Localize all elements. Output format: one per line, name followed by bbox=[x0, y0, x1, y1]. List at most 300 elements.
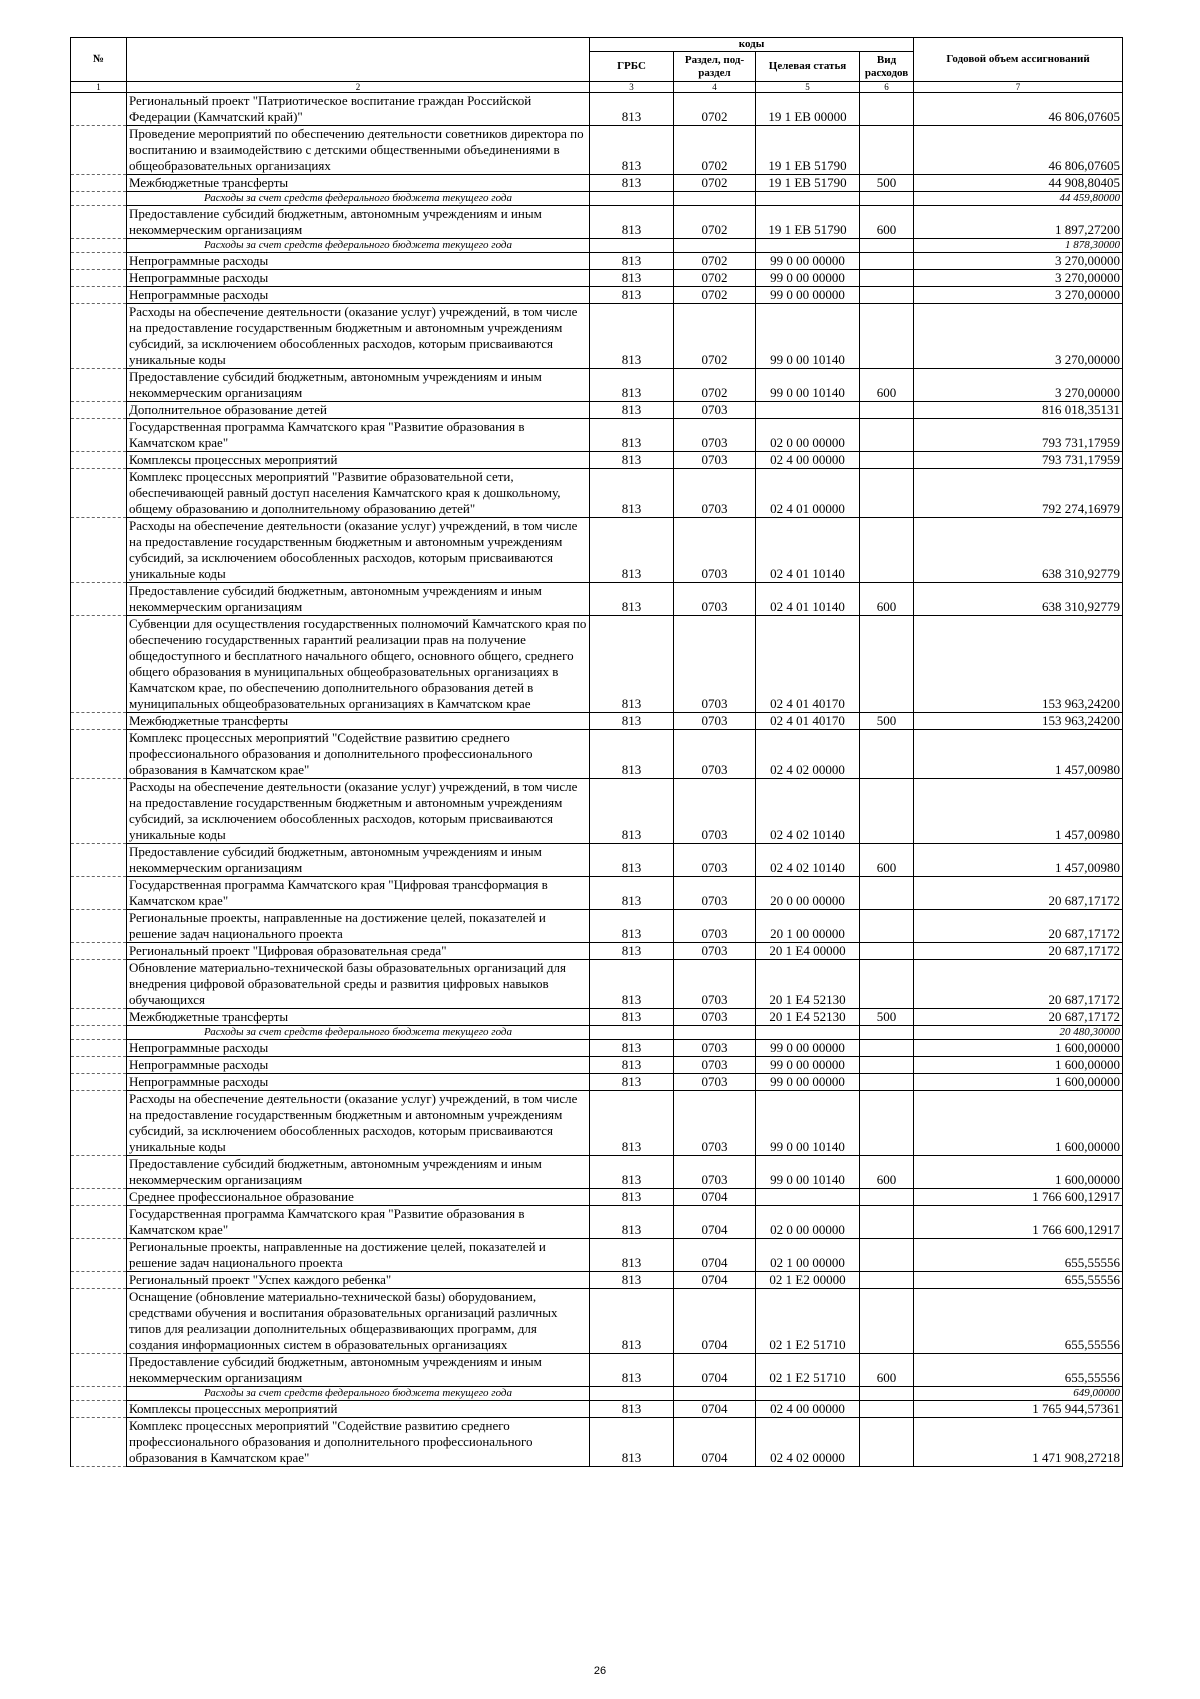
row-target-cell: 19 1 EB 51790 bbox=[756, 175, 860, 192]
row-section-cell bbox=[674, 1387, 756, 1401]
table-row bbox=[71, 1009, 1123, 1026]
row-target-cell: 02 4 02 10140 bbox=[756, 779, 860, 844]
row-amount-cell: 816 018,35131 bbox=[914, 402, 1123, 419]
row-target-cell: 02 4 02 10140 bbox=[756, 844, 860, 877]
row-grbs-cell: 813 bbox=[590, 583, 674, 616]
table-row bbox=[71, 1074, 1123, 1091]
row-grbs-cell: 813 bbox=[590, 730, 674, 779]
row-grbs-cell: 813 bbox=[590, 1009, 674, 1026]
header-index: 4 bbox=[674, 82, 756, 93]
header-num: № bbox=[71, 38, 127, 82]
row-kind-cell bbox=[860, 419, 914, 452]
row-kind-cell bbox=[860, 1074, 914, 1091]
row-number-cell bbox=[71, 93, 127, 126]
row-number-cell bbox=[71, 730, 127, 779]
row-grbs-cell: 813 bbox=[590, 1418, 674, 1467]
row-kind-cell bbox=[860, 287, 914, 304]
row-grbs-cell: 813 bbox=[590, 1354, 674, 1387]
row-number-cell bbox=[71, 419, 127, 452]
row-section-cell: 0704 bbox=[674, 1401, 756, 1418]
table-row bbox=[71, 779, 1123, 844]
row-name-cell: Непрограммные расходы bbox=[127, 270, 590, 287]
row-amount-cell: 20 687,17172 bbox=[914, 943, 1123, 960]
row-number-cell bbox=[71, 1239, 127, 1272]
table-row bbox=[71, 304, 1123, 369]
row-grbs-cell: 813 bbox=[590, 943, 674, 960]
row-amount-cell: 1 457,00980 bbox=[914, 730, 1123, 779]
row-number-cell bbox=[71, 304, 127, 369]
row-kind-cell bbox=[860, 126, 914, 175]
table-row bbox=[71, 402, 1123, 419]
row-kind-cell bbox=[860, 304, 914, 369]
federal-note-row bbox=[71, 1387, 1123, 1401]
row-target-cell: 02 1 00 00000 bbox=[756, 1239, 860, 1272]
row-grbs-cell: 813 bbox=[590, 713, 674, 730]
row-amount-cell: 3 270,00000 bbox=[914, 304, 1123, 369]
row-grbs-cell: 813 bbox=[590, 1040, 674, 1057]
row-kind-cell: 600 bbox=[860, 369, 914, 402]
federal-note-row bbox=[71, 192, 1123, 206]
row-name-cell: Расходы на обеспечение деятельности (оказание услуг) учреждений, в том числе на предоставление государственным бюджетным и автономным учреждениям субсидий, за исключением обособленных расходов, которым присваиваются уникальные коды bbox=[127, 518, 590, 583]
row-number-cell bbox=[71, 844, 127, 877]
row-number-cell bbox=[71, 287, 127, 304]
row-kind-cell: 600 bbox=[860, 1156, 914, 1189]
row-grbs-cell: 813 bbox=[590, 1206, 674, 1239]
table-row bbox=[71, 369, 1123, 402]
row-grbs-cell: 813 bbox=[590, 206, 674, 239]
row-kind-cell bbox=[860, 1057, 914, 1074]
row-section-cell: 0703 bbox=[674, 877, 756, 910]
row-target-cell: 99 0 00 00000 bbox=[756, 270, 860, 287]
row-name-cell: Государственная программа Камчатского края "Цифровая трансформация в Камчатском крае" bbox=[127, 877, 590, 910]
row-kind-cell bbox=[860, 270, 914, 287]
row-grbs-cell: 813 bbox=[590, 270, 674, 287]
row-grbs-cell: 813 bbox=[590, 452, 674, 469]
row-name-cell: Региональный проект "Патриотическое воспитание граждан Российской Федерации (Камчатский край)" bbox=[127, 93, 590, 126]
row-amount-cell: 638 310,92779 bbox=[914, 583, 1123, 616]
header-codes: коды bbox=[590, 38, 914, 52]
row-number-cell bbox=[71, 1074, 127, 1091]
row-grbs-cell: 813 bbox=[590, 369, 674, 402]
row-section-cell: 0703 bbox=[674, 713, 756, 730]
row-grbs-cell: 813 bbox=[590, 877, 674, 910]
row-kind-cell bbox=[860, 960, 914, 1009]
row-kind-cell bbox=[860, 779, 914, 844]
row-kind-cell bbox=[860, 452, 914, 469]
table-row bbox=[71, 943, 1123, 960]
row-target-cell: 99 0 00 10140 bbox=[756, 1091, 860, 1156]
row-number-cell bbox=[71, 1289, 127, 1354]
row-kind-cell: 600 bbox=[860, 206, 914, 239]
row-amount-cell: 20 687,17172 bbox=[914, 910, 1123, 943]
row-grbs-cell: 813 bbox=[590, 518, 674, 583]
table-row bbox=[71, 270, 1123, 287]
row-section-cell: 0703 bbox=[674, 943, 756, 960]
row-grbs-cell: 813 bbox=[590, 1189, 674, 1206]
row-number-cell bbox=[71, 616, 127, 713]
row-grbs-cell: 813 bbox=[590, 844, 674, 877]
row-target-cell: 02 0 00 00000 bbox=[756, 1206, 860, 1239]
row-target-cell: 02 1 E2 51710 bbox=[756, 1289, 860, 1354]
row-grbs-cell: 813 bbox=[590, 1057, 674, 1074]
row-name-cell: Государственная программа Камчатского края "Развитие образования в Камчатском крае" bbox=[127, 1206, 590, 1239]
row-section-cell: 0704 bbox=[674, 1189, 756, 1206]
row-section-cell: 0703 bbox=[674, 910, 756, 943]
row-grbs-cell: 813 bbox=[590, 287, 674, 304]
row-kind-cell: 500 bbox=[860, 713, 914, 730]
row-target-cell: 02 4 02 00000 bbox=[756, 730, 860, 779]
row-kind-cell bbox=[860, 1239, 914, 1272]
row-name-cell: Предоставление субсидий бюджетным, автономным учреждениям и иным некоммерческим организациям bbox=[127, 369, 590, 402]
header-grbs: ГРБС bbox=[590, 52, 674, 82]
row-kind-cell: 500 bbox=[860, 175, 914, 192]
row-amount-cell: 1 600,00000 bbox=[914, 1040, 1123, 1057]
row-number-cell bbox=[71, 175, 127, 192]
row-target-cell: 99 0 00 00000 bbox=[756, 1074, 860, 1091]
row-target-cell bbox=[756, 192, 860, 206]
row-section-cell: 0703 bbox=[674, 779, 756, 844]
row-target-cell: 02 4 02 00000 bbox=[756, 1418, 860, 1467]
table-row bbox=[71, 287, 1123, 304]
row-section-cell: 0702 bbox=[674, 175, 756, 192]
row-name-cell: Субвенции для осуществления государственных полномочий Камчатского края по обеспечению государственных гарантий реализации прав на получение общедоступного и бесплатного начального общего, основного общего, среднего общего образования в муниципальных общеобразовательных организациях в Камчатском крае, по обеспечению дополнительного образования детей в муниципальных общеобразовательных организациях в Камчатском крае bbox=[127, 616, 590, 713]
row-name-cell: Обновление материально-технической базы образовательных организаций для внедрения цифровой образовательной среды и развития цифровых навыков обучающихся bbox=[127, 960, 590, 1009]
header-index: 5 bbox=[756, 82, 860, 93]
row-number-cell bbox=[71, 369, 127, 402]
row-target-cell: 20 0 00 00000 bbox=[756, 877, 860, 910]
row-target-cell: 19 1 EB 00000 bbox=[756, 93, 860, 126]
row-amount-cell: 1 765 944,57361 bbox=[914, 1401, 1123, 1418]
row-grbs-cell: 813 bbox=[590, 616, 674, 713]
row-target-cell bbox=[756, 1026, 860, 1040]
table-row bbox=[71, 1189, 1123, 1206]
table-row bbox=[71, 1272, 1123, 1289]
row-kind-cell bbox=[860, 1401, 914, 1418]
row-kind-cell bbox=[860, 239, 914, 253]
row-kind-cell bbox=[860, 877, 914, 910]
row-kind-cell bbox=[860, 253, 914, 270]
row-target-cell: 02 4 01 10140 bbox=[756, 518, 860, 583]
row-grbs-cell: 813 bbox=[590, 1289, 674, 1354]
row-name-cell: Региональные проекты, направленные на достижение целей, показателей и решение задач национального проекта bbox=[127, 1239, 590, 1272]
table-row bbox=[71, 844, 1123, 877]
table-row bbox=[71, 1289, 1123, 1354]
row-section-cell: 0702 bbox=[674, 253, 756, 270]
row-name-cell: Дополнительное образование детей bbox=[127, 402, 590, 419]
row-number-cell bbox=[71, 1057, 127, 1074]
row-amount-cell: 1 878,30000 bbox=[914, 239, 1123, 253]
header-section: Раздел, под-раздел bbox=[674, 52, 756, 82]
row-name-cell: Непрограммные расходы bbox=[127, 1074, 590, 1091]
row-target-cell: 02 1 E2 00000 bbox=[756, 1272, 860, 1289]
row-section-cell: 0703 bbox=[674, 616, 756, 713]
row-name-cell: Расходы за счет средств федерального бюджета текущего года bbox=[127, 1387, 590, 1401]
row-amount-cell: 1 471 908,27218 bbox=[914, 1418, 1123, 1467]
row-name-cell: Непрограммные расходы bbox=[127, 253, 590, 270]
row-amount-cell: 46 806,07605 bbox=[914, 93, 1123, 126]
row-number-cell bbox=[71, 1401, 127, 1418]
row-amount-cell: 44 459,80000 bbox=[914, 192, 1123, 206]
row-name-cell: Расходы за счет средств федерального бюджета текущего года bbox=[127, 192, 590, 206]
row-kind-cell bbox=[860, 1026, 914, 1040]
row-name-cell: Оснащение (обновление материально-технической базы) оборудованием, средствами обучения и воспитания образовательных организаций различных типов для реализации дополнительных общеразвивающих программ, для создания информационных систем в образовательных организациях bbox=[127, 1289, 590, 1354]
row-number-cell bbox=[71, 1387, 127, 1401]
table-row bbox=[71, 583, 1123, 616]
row-section-cell: 0703 bbox=[674, 1074, 756, 1091]
table-row bbox=[71, 1354, 1123, 1387]
row-section-cell: 0703 bbox=[674, 1040, 756, 1057]
row-target-cell: 20 1 E4 52130 bbox=[756, 1009, 860, 1026]
row-name-cell: Среднее профессиональное образование bbox=[127, 1189, 590, 1206]
row-amount-cell: 1 600,00000 bbox=[914, 1156, 1123, 1189]
table-row bbox=[71, 1239, 1123, 1272]
row-target-cell: 02 4 00 00000 bbox=[756, 452, 860, 469]
row-kind-cell bbox=[860, 616, 914, 713]
header-index: 6 bbox=[860, 82, 914, 93]
header-index: 7 bbox=[914, 82, 1123, 93]
header-target: Целевая статья bbox=[756, 52, 860, 82]
row-name-cell: Региональные проекты, направленные на достижение целей, показателей и решение задач национального проекта bbox=[127, 910, 590, 943]
federal-note-row bbox=[71, 239, 1123, 253]
row-section-cell: 0703 bbox=[674, 518, 756, 583]
row-target-cell: 99 0 00 10140 bbox=[756, 1156, 860, 1189]
row-number-cell bbox=[71, 583, 127, 616]
row-number-cell bbox=[71, 206, 127, 239]
row-target-cell: 02 0 00 00000 bbox=[756, 419, 860, 452]
row-section-cell: 0704 bbox=[674, 1239, 756, 1272]
row-section-cell bbox=[674, 239, 756, 253]
row-number-cell bbox=[71, 910, 127, 943]
row-grbs-cell: 813 bbox=[590, 1074, 674, 1091]
row-number-cell bbox=[71, 779, 127, 844]
row-target-cell: 19 1 EB 51790 bbox=[756, 206, 860, 239]
row-section-cell: 0703 bbox=[674, 419, 756, 452]
row-kind-cell: 600 bbox=[860, 583, 914, 616]
row-kind-cell bbox=[860, 192, 914, 206]
row-target-cell: 02 4 01 10140 bbox=[756, 583, 860, 616]
table-header bbox=[71, 38, 1123, 93]
row-kind-cell bbox=[860, 1387, 914, 1401]
row-target-cell: 02 4 00 00000 bbox=[756, 1401, 860, 1418]
row-amount-cell: 20 687,17172 bbox=[914, 960, 1123, 1009]
row-grbs-cell: 813 bbox=[590, 469, 674, 518]
row-kind-cell bbox=[860, 93, 914, 126]
row-section-cell: 0704 bbox=[674, 1418, 756, 1467]
page-number: 26 bbox=[593, 1665, 607, 1677]
row-kind-cell bbox=[860, 943, 914, 960]
table-row bbox=[71, 910, 1123, 943]
row-section-cell: 0702 bbox=[674, 206, 756, 239]
row-section-cell: 0703 bbox=[674, 1091, 756, 1156]
row-name-cell: Государственная программа Камчатского края "Развитие образования в Камчатском крае" bbox=[127, 419, 590, 452]
row-section-cell: 0704 bbox=[674, 1354, 756, 1387]
row-section-cell: 0702 bbox=[674, 270, 756, 287]
row-grbs-cell: 813 bbox=[590, 253, 674, 270]
row-grbs-cell: 813 bbox=[590, 126, 674, 175]
table-body bbox=[71, 93, 1123, 1467]
row-number-cell bbox=[71, 1009, 127, 1026]
row-number-cell bbox=[71, 877, 127, 910]
row-kind-cell bbox=[860, 910, 914, 943]
row-name-cell: Комплексы процессных мероприятий bbox=[127, 452, 590, 469]
row-amount-cell: 655,55556 bbox=[914, 1289, 1123, 1354]
row-amount-cell: 655,55556 bbox=[914, 1354, 1123, 1387]
row-name-cell: Предоставление субсидий бюджетным, автономным учреждениям и иным некоммерческим организациям bbox=[127, 583, 590, 616]
row-amount-cell: 3 270,00000 bbox=[914, 369, 1123, 402]
row-grbs-cell: 813 bbox=[590, 304, 674, 369]
row-grbs-cell: 813 bbox=[590, 93, 674, 126]
row-name-cell: Комплекс процессных мероприятий "Содействие развитию среднего профессионального образования и дополнительного профессионального образования в Камчатском крае" bbox=[127, 1418, 590, 1467]
row-amount-cell: 20 687,17172 bbox=[914, 877, 1123, 910]
row-target-cell: 02 4 01 40170 bbox=[756, 616, 860, 713]
row-amount-cell: 793 731,17959 bbox=[914, 419, 1123, 452]
row-name-cell: Региональный проект "Цифровая образовательная среда" bbox=[127, 943, 590, 960]
header-kind: Вид расходов bbox=[860, 52, 914, 82]
row-grbs-cell bbox=[590, 1026, 674, 1040]
row-number-cell bbox=[71, 1040, 127, 1057]
row-amount-cell: 655,55556 bbox=[914, 1239, 1123, 1272]
row-number-cell bbox=[71, 713, 127, 730]
table-row bbox=[71, 175, 1123, 192]
table-row bbox=[71, 206, 1123, 239]
row-section-cell: 0702 bbox=[674, 126, 756, 175]
row-target-cell bbox=[756, 239, 860, 253]
row-section-cell: 0703 bbox=[674, 1156, 756, 1189]
header-index: 2 bbox=[127, 82, 590, 93]
row-amount-cell: 649,00000 bbox=[914, 1387, 1123, 1401]
row-target-cell: 20 1 00 00000 bbox=[756, 910, 860, 943]
row-kind-cell bbox=[860, 1418, 914, 1467]
table-row bbox=[71, 1057, 1123, 1074]
row-section-cell: 0703 bbox=[674, 844, 756, 877]
row-amount-cell: 153 963,24200 bbox=[914, 713, 1123, 730]
row-grbs-cell bbox=[590, 239, 674, 253]
table-row bbox=[71, 452, 1123, 469]
row-grbs-cell: 813 bbox=[590, 419, 674, 452]
row-number-cell bbox=[71, 1206, 127, 1239]
row-name-cell: Комплекс процессных мероприятий "Развитие образовательной сети, обеспечивающей равный доступ населения Камчатского края к дошкольному, общему образованию и дополнительному образованию детей" bbox=[127, 469, 590, 518]
row-section-cell: 0702 bbox=[674, 304, 756, 369]
row-target-cell: 02 4 01 00000 bbox=[756, 469, 860, 518]
row-name-cell: Расходы на обеспечение деятельности (оказание услуг) учреждений, в том числе на предоставление государственным бюджетным и автономным учреждениям субсидий, за исключением обособленных расходов, которым присваиваются уникальные коды bbox=[127, 304, 590, 369]
row-target-cell bbox=[756, 1387, 860, 1401]
row-section-cell: 0703 bbox=[674, 960, 756, 1009]
row-name-cell: Непрограммные расходы bbox=[127, 1040, 590, 1057]
row-amount-cell: 20 687,17172 bbox=[914, 1009, 1123, 1026]
row-section-cell: 0703 bbox=[674, 469, 756, 518]
table-row bbox=[71, 126, 1123, 175]
row-kind-cell: 600 bbox=[860, 1354, 914, 1387]
row-amount-cell: 638 310,92779 bbox=[914, 518, 1123, 583]
row-amount-cell: 1 600,00000 bbox=[914, 1091, 1123, 1156]
row-grbs-cell: 813 bbox=[590, 910, 674, 943]
header-index: 3 bbox=[590, 82, 674, 93]
header-amount: Годовой объем ассигнований bbox=[914, 38, 1123, 82]
row-kind-cell bbox=[860, 1040, 914, 1057]
row-amount-cell: 792 274,16979 bbox=[914, 469, 1123, 518]
row-number-cell bbox=[71, 452, 127, 469]
row-target-cell: 99 0 00 10140 bbox=[756, 304, 860, 369]
header-name bbox=[127, 38, 590, 82]
row-grbs-cell: 813 bbox=[590, 1091, 674, 1156]
row-kind-cell bbox=[860, 1189, 914, 1206]
row-name-cell: Комплексы процессных мероприятий bbox=[127, 1401, 590, 1418]
table-row bbox=[71, 93, 1123, 126]
row-number-cell bbox=[71, 192, 127, 206]
row-name-cell: Расходы за счет средств федерального бюджета текущего года bbox=[127, 1026, 590, 1040]
table-row bbox=[71, 1156, 1123, 1189]
row-section-cell bbox=[674, 192, 756, 206]
table-row bbox=[71, 1040, 1123, 1057]
row-target-cell bbox=[756, 402, 860, 419]
row-target-cell bbox=[756, 1189, 860, 1206]
table-row bbox=[71, 469, 1123, 518]
row-number-cell bbox=[71, 1026, 127, 1040]
row-number-cell bbox=[71, 239, 127, 253]
row-number-cell bbox=[71, 1354, 127, 1387]
row-target-cell: 20 1 E4 52130 bbox=[756, 960, 860, 1009]
row-section-cell: 0703 bbox=[674, 730, 756, 779]
row-name-cell: Межбюджетные трансферты bbox=[127, 175, 590, 192]
row-section-cell: 0703 bbox=[674, 402, 756, 419]
row-kind-cell bbox=[860, 469, 914, 518]
row-number-cell bbox=[71, 253, 127, 270]
row-section-cell: 0703 bbox=[674, 1057, 756, 1074]
row-name-cell: Предоставление субсидий бюджетным, автономным учреждениям и иным некоммерческим организациям bbox=[127, 1354, 590, 1387]
row-name-cell: Расходы за счет средств федерального бюджета текущего года bbox=[127, 239, 590, 253]
table-row bbox=[71, 730, 1123, 779]
row-amount-cell: 655,55556 bbox=[914, 1272, 1123, 1289]
row-target-cell: 02 1 E2 51710 bbox=[756, 1354, 860, 1387]
row-amount-cell: 1 600,00000 bbox=[914, 1074, 1123, 1091]
row-amount-cell: 1 457,00980 bbox=[914, 844, 1123, 877]
row-kind-cell bbox=[860, 402, 914, 419]
row-name-cell: Межбюджетные трансферты bbox=[127, 1009, 590, 1026]
row-name-cell: Проведение мероприятий по обеспечению деятельности советников директора по воспитанию и взаимодействию с детскими общественными объединениями в общеобразовательных организациях bbox=[127, 126, 590, 175]
row-target-cell: 99 0 00 00000 bbox=[756, 1040, 860, 1057]
row-target-cell: 20 1 E4 00000 bbox=[756, 943, 860, 960]
table-row bbox=[71, 960, 1123, 1009]
row-section-cell: 0702 bbox=[674, 369, 756, 402]
row-number-cell bbox=[71, 1156, 127, 1189]
row-name-cell: Непрограммные расходы bbox=[127, 1057, 590, 1074]
table-row bbox=[71, 1401, 1123, 1418]
row-grbs-cell: 813 bbox=[590, 1156, 674, 1189]
row-section-cell: 0704 bbox=[674, 1206, 756, 1239]
row-target-cell: 02 4 01 40170 bbox=[756, 713, 860, 730]
row-grbs-cell: 813 bbox=[590, 175, 674, 192]
table-row bbox=[71, 419, 1123, 452]
row-grbs-cell: 813 bbox=[590, 1401, 674, 1418]
federal-note-row bbox=[71, 1026, 1123, 1040]
budget-table-sheet bbox=[70, 37, 1122, 1467]
row-amount-cell: 3 270,00000 bbox=[914, 253, 1123, 270]
row-amount-cell: 1 766 600,12917 bbox=[914, 1189, 1123, 1206]
row-section-cell: 0704 bbox=[674, 1289, 756, 1354]
row-amount-cell: 1 897,27200 bbox=[914, 206, 1123, 239]
row-section-cell: 0702 bbox=[674, 287, 756, 304]
row-name-cell: Предоставление субсидий бюджетным, автономным учреждениям и иным некоммерческим организациям bbox=[127, 1156, 590, 1189]
row-grbs-cell: 813 bbox=[590, 960, 674, 1009]
row-target-cell: 19 1 EB 51790 bbox=[756, 126, 860, 175]
row-target-cell: 99 0 00 10140 bbox=[756, 369, 860, 402]
header-index: 1 bbox=[71, 82, 127, 93]
row-grbs-cell bbox=[590, 192, 674, 206]
row-grbs-cell: 813 bbox=[590, 1239, 674, 1272]
row-grbs-cell: 813 bbox=[590, 1272, 674, 1289]
row-kind-cell bbox=[860, 730, 914, 779]
row-grbs-cell: 813 bbox=[590, 779, 674, 844]
